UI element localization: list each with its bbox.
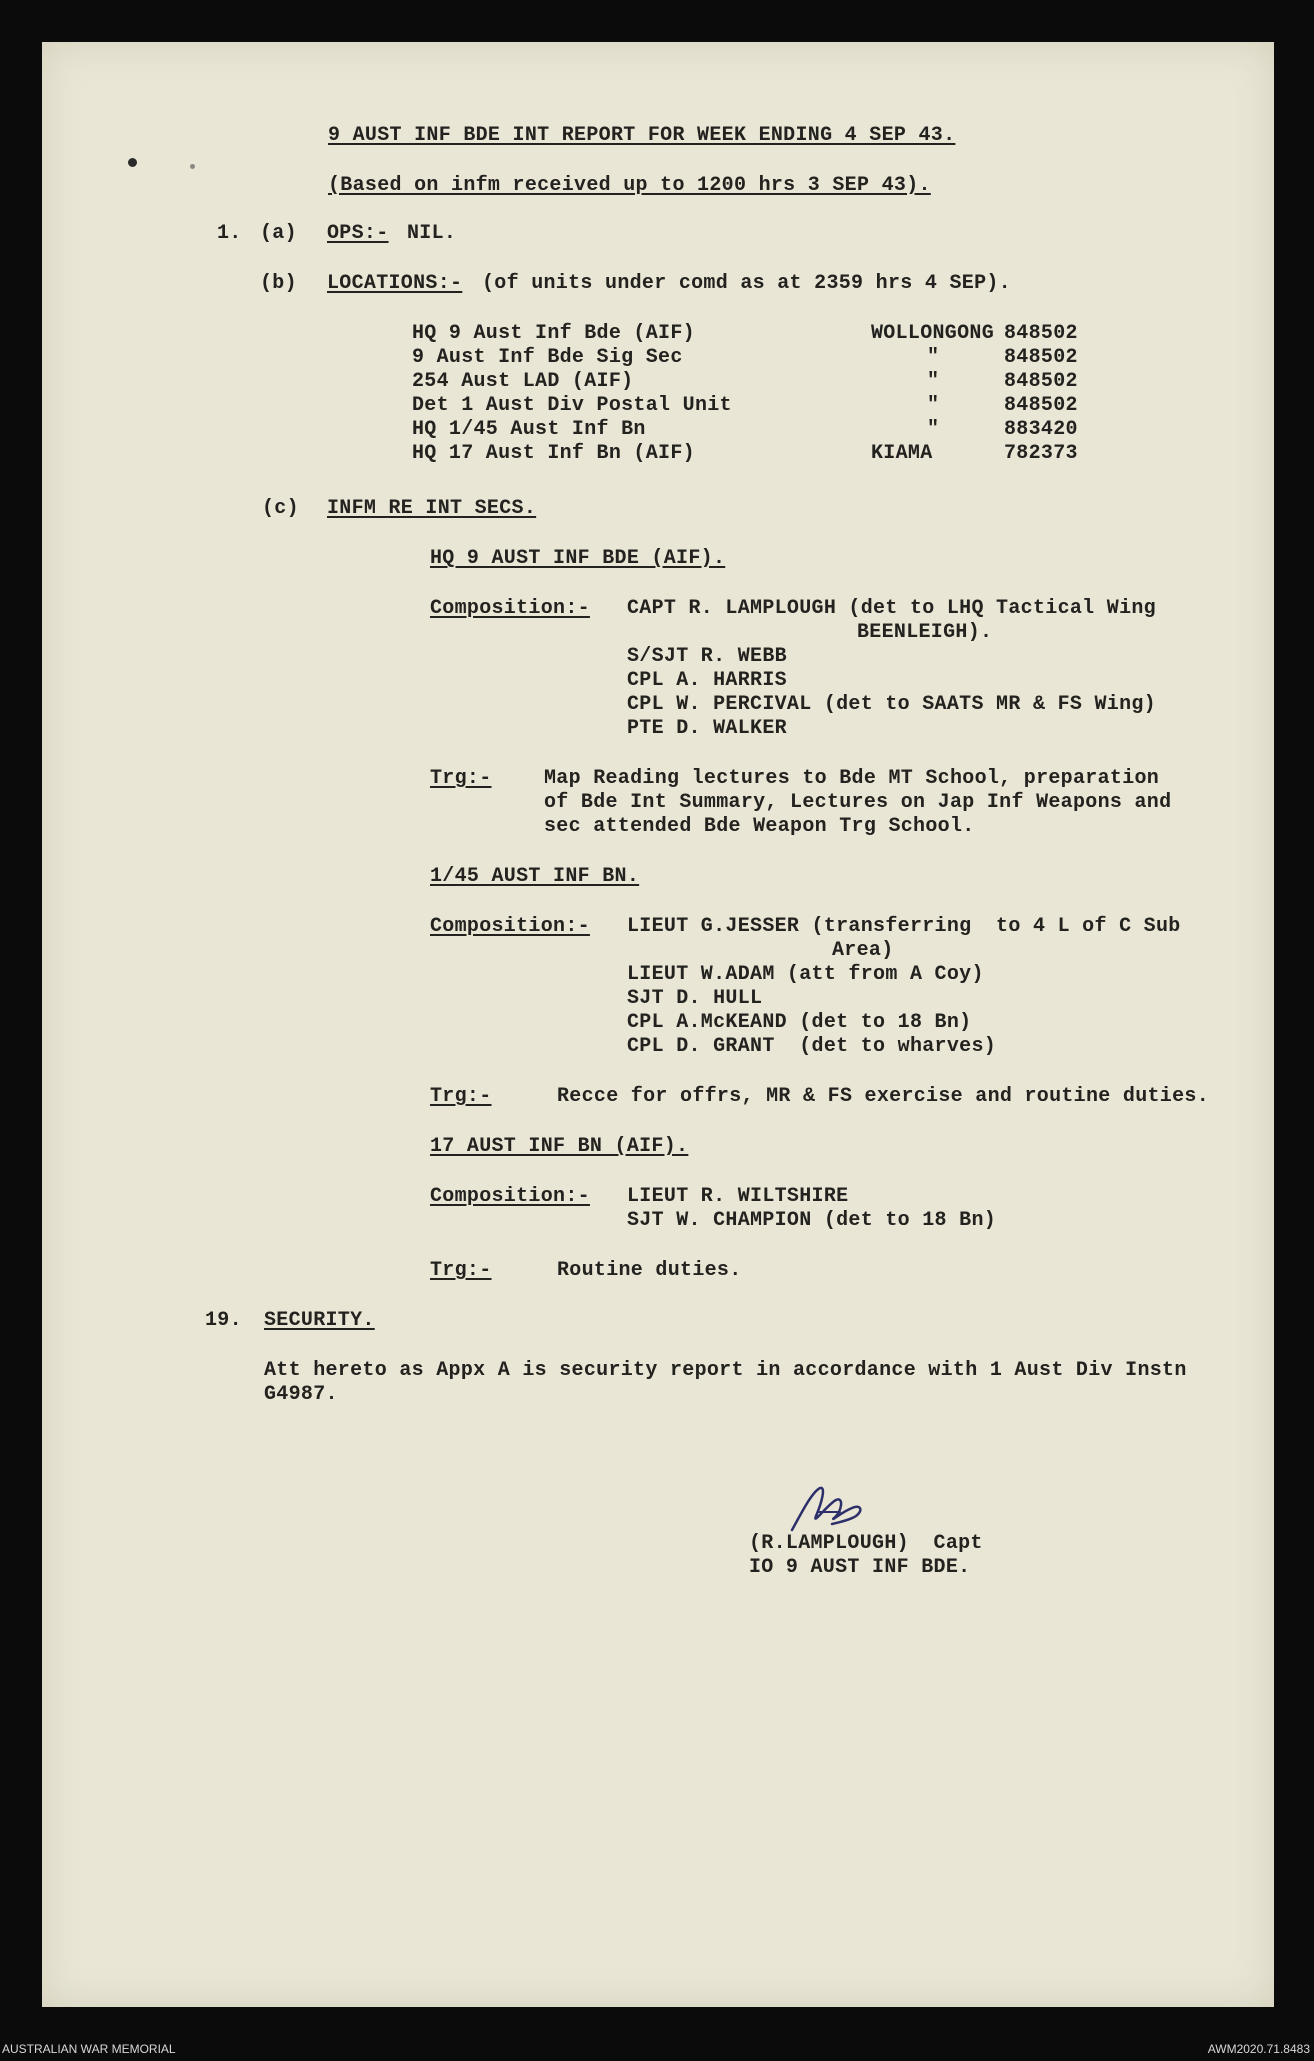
personnel-line: PTE D. WALKER	[627, 717, 787, 740]
unit-cell: HQ 9 Aust Inf Bde (AIF)	[412, 322, 695, 345]
section-number: 1.	[217, 222, 242, 245]
trg-line: Map Reading lectures to Bde MT School, preparation	[544, 767, 1160, 790]
personnel-line: SJT D. HULL	[627, 987, 763, 1010]
ref-cell: 848502	[1004, 394, 1078, 417]
ref-cell: 848502	[1004, 370, 1078, 393]
locations-text: (of units under comd as at 2359 hrs 4 SEP).	[482, 272, 1011, 295]
locations-heading: LOCATIONS:-	[327, 272, 463, 295]
unit-cell: 254 Aust LAD (AIF)	[412, 370, 634, 393]
section-number: 19.	[205, 1309, 242, 1332]
composition-label: Composition:-	[430, 597, 590, 620]
personnel-line: CPL D. GRANT (det to wharves)	[627, 1035, 997, 1058]
signatory-position: IO 9 AUST INF BDE.	[749, 1556, 971, 1579]
personnel-line: S/SJT R. WEBB	[627, 645, 787, 668]
security-heading: SECURITY.	[264, 1309, 375, 1332]
unit-cell: Det 1 Aust Div Postal Unit	[412, 394, 732, 417]
document-page	[42, 42, 1274, 2007]
composition-label: Composition:-	[430, 915, 590, 938]
ref-cell: 883420	[1004, 418, 1078, 441]
personnel-line: CPL W. PERCIVAL (det to SAATS MR & FS Wing)	[627, 693, 1156, 716]
security-line: Att hereto as Appx A is security report in accordance with 1 Aust Div Instn	[264, 1359, 1187, 1382]
trg-text: Recce for offrs, MR & FS exercise and routine duties.	[557, 1085, 1210, 1108]
trg-label: Trg:-	[430, 1085, 492, 1108]
ops-heading: OPS:-	[327, 222, 389, 245]
ops-text: NIL.	[407, 222, 457, 245]
unit-cell: 9 Aust Inf Bde Sig Sec	[412, 346, 683, 369]
security-line: G4987.	[264, 1383, 338, 1406]
ink-blot	[190, 164, 195, 169]
place-cell: KIAMA	[871, 442, 933, 465]
ref-cell: 848502	[1004, 346, 1078, 369]
bn17-title: 17 AUST INF BN (AIF).	[430, 1135, 689, 1158]
report-title: 9 AUST INF BDE INT REPORT FOR WEEK ENDING 4 SEP 43.	[328, 124, 956, 147]
composition-label: Composition:-	[430, 1185, 590, 1208]
personnel-line: CAPT R. LAMPLOUGH (det to LHQ Tactical Wing	[627, 597, 1156, 620]
hq9-title: HQ 9 AUST INF BDE (AIF).	[430, 547, 726, 570]
personnel-line: CPL A. HARRIS	[627, 669, 787, 692]
bn145-title: 1/45 AUST INF BN.	[430, 865, 640, 888]
personnel-line: LIEUT R. WILTSHIRE	[627, 1185, 849, 1208]
place-cell: "	[927, 418, 940, 441]
item-label-c: (c)	[262, 497, 299, 520]
place-cell: "	[927, 394, 940, 417]
signatory-name: (R.LAMPLOUGH) Capt	[749, 1532, 983, 1555]
item-label-a: (a)	[260, 222, 297, 245]
trg-label: Trg:-	[430, 767, 492, 790]
personnel-line: SJT W. CHAMPION (det to 18 Bn)	[627, 1209, 997, 1232]
ink-blot	[128, 158, 137, 167]
unit-cell: HQ 17 Aust Inf Bn (AIF)	[412, 442, 695, 465]
item-label-b: (b)	[260, 272, 297, 295]
personnel-line: Area)	[832, 939, 894, 962]
personnel-line: BEENLEIGH).	[857, 621, 993, 644]
trg-line: sec attended Bde Weapon Trg School.	[544, 815, 975, 838]
trg-text: Routine duties.	[557, 1259, 742, 1282]
personnel-line: LIEUT G.JESSER (transferring to 4 L of C Sub	[627, 915, 1181, 938]
footer-accession: AWM2020.71.8483	[1207, 2042, 1310, 2056]
personnel-line: CPL A.McKEAND (det to 18 Bn)	[627, 1011, 972, 1034]
ref-cell: 848502	[1004, 322, 1078, 345]
personnel-line: LIEUT W.ADAM (att from A Coy)	[627, 963, 984, 986]
place-cell: "	[927, 370, 940, 393]
place-cell: "	[927, 346, 940, 369]
ref-cell: 782373	[1004, 442, 1078, 465]
trg-label: Trg:-	[430, 1259, 492, 1282]
place-cell: WOLLONGONG	[871, 322, 995, 345]
report-subtitle: (Based on infm received up to 1200 hrs 3 SEP 43).	[328, 174, 931, 197]
int-secs-heading: INFM RE INT SECS.	[327, 497, 537, 520]
unit-cell: HQ 1/45 Aust Inf Bn	[412, 418, 646, 441]
trg-line: of Bde Int Summary, Lectures on Jap Inf Weapons and	[544, 791, 1172, 814]
footer-source: AUSTRALIAN WAR MEMORIAL	[2, 2042, 176, 2056]
